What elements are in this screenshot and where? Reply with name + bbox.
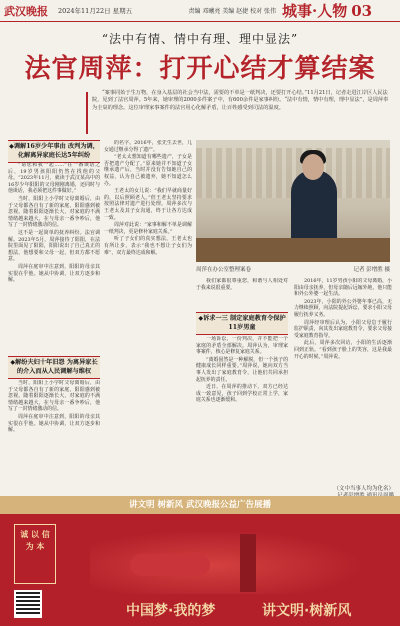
paragraph: 2023年，小阳的外公外婆年事已高，无力继续照顾，向法院提起诉讼，要求小阳父母履行抚养义务。 bbox=[294, 298, 392, 318]
paragraph: 周萍经审理后认为，小阳父母怠于履行监护职责，向其发出家庭教育令，要求父母接受家庭教育指导。 bbox=[294, 319, 392, 339]
public-service-ad bbox=[0, 496, 400, 626]
masthead bbox=[0, 0, 400, 22]
article-column-1 bbox=[8, 162, 100, 352]
integrity-logo: 诚 以 信 为 本 bbox=[14, 524, 56, 584]
paragraph: 这不是一起简单的抚养纠纷。法官调解。2023年5月，周萍接待了阳阳，在法院里面见了阳阳，阳阳说出了自己真正的想法，他想要和父母一起，但双方都不愿意。 bbox=[8, 229, 100, 263]
article-kicker: “法中有情、情中有理、理中显法” bbox=[101, 32, 299, 46]
paragraph: 2016年，11岁男孩小阳的父母离婚，小阳由母亲抚养，但母亲随后远嫁外地，他只能和外公外婆一起生活。 bbox=[294, 278, 392, 298]
ad-illustration bbox=[90, 524, 390, 594]
paragraph: “离婚固然是一种解脱，但一个孩子的健康成长同样重要。”周萍说，她向双方当事人发出了家庭教育令，让他们共同承担起抚养的责任。 bbox=[196, 356, 288, 383]
tower-graphic bbox=[240, 534, 256, 592]
section-title: 城事·人物 bbox=[282, 2, 348, 20]
page-number: 03 bbox=[351, 1, 373, 20]
paragraph: 当时，阳阳上小学时父母离婚后，由于父母都各自有了新的家庭，阳阳感到被忽视。随着阳阳逐渐长大，对家庭的不满情绪越来越大，在与母亲一番争吵后，他写了一封情绪激动的信。 bbox=[8, 380, 100, 413]
ad-slogan-right: 讲文明·树新风 bbox=[262, 603, 352, 619]
article-column-1b bbox=[8, 380, 100, 490]
newspaper-logo: 武汉晚报 bbox=[4, 4, 48, 18]
subhead-3: ◆诉求一三 制定家庭教育令保护11岁男童 bbox=[196, 312, 288, 335]
ad-banner-title: 讲文明 树新风 武汉晚报公益广告展播 bbox=[0, 496, 400, 514]
paragraph: 当时，阳阳上小学时父母离婚后，由于父母都各自有了新的家庭，阳阳感到被忽视。随着阳阳逐渐长大，对家庭的不满情绪越来越大，在与母亲一番争吵后，他写了一封情绪激动的信。 bbox=[8, 195, 100, 229]
qr-code-icon[interactable] bbox=[14, 590, 42, 618]
paragraph: 周萍在庭审中注意到，阳阳的母亲其实很在乎他。她从中协调，让双方逐步和解。 bbox=[8, 413, 100, 434]
paragraph: 此后，周萍多次回访，小阳的生活逐渐回到正轨。“看到孩子脸上的笑容，这是我最开心的时候。”周萍说。 bbox=[294, 340, 392, 360]
photo-credit: 记者 彭增胜 摄 bbox=[353, 267, 390, 273]
cloud-graphic bbox=[130, 554, 210, 576]
article-column-4 bbox=[294, 278, 392, 482]
subhead-2: ◆解纷夫妇十年旧怨 为离异家长的介入而从人民调解与维权 bbox=[8, 356, 100, 379]
ad-slogan-left: 中国梦·我的梦 bbox=[126, 603, 216, 619]
issue-date: 2024年11月22日 星期五 bbox=[58, 7, 133, 15]
article-credit: （文中当事人均为化名） bbox=[333, 486, 394, 492]
paragraph: 周萍在庭审中注意到，阳阳的母亲其实很在乎他。她从中协调，让双方逐步和解。 bbox=[8, 263, 100, 284]
subhead-1: ◆调解16岁少年事由 改判为调，化解离异家庭长达5年纠纷 bbox=[8, 140, 100, 163]
photo-caption-text: 周萍在办公室整理案卷 bbox=[196, 267, 252, 273]
paragraph: 周萍对此说：“家事和解不单是调解一纸判决，更是修补家庭关系。” bbox=[104, 222, 192, 235]
paragraph: 近日，在周萍的推动下，双方已经达成一致意见，孩子回到学校正常上学，家庭关系也逐渐缓和。 bbox=[196, 384, 288, 404]
person-head bbox=[302, 154, 324, 180]
paragraph: 听了子女们的真实想法，王老太也有所让步，表示“我也不想让子女们为难”，双方最终达成和解。 bbox=[104, 236, 192, 256]
article-column-3a bbox=[196, 278, 288, 308]
paragraph: 一场诉讼，一份判决，并不能把一个家庭的矛盾全部解决。周萍认为，审理家事案件，核心是修复家庭关系。 bbox=[196, 336, 288, 356]
photo-caption bbox=[196, 265, 390, 273]
desk-graphic bbox=[196, 238, 390, 262]
paragraph: 王老太的女儿说：“我们早就商量好的，以后照顾老人。”但王老太坚持要求按照法律对遗产进行处理。周萍多次与王老太及其子女沟通，终于让各方达成一致。 bbox=[104, 188, 192, 221]
editor-credits: 责编 邓曦亮 美编 赵捷 校对 张伟 bbox=[188, 8, 276, 15]
paragraph: 我们家都很尊重您，和谐与人相处对于我来说很重要。 bbox=[196, 278, 288, 291]
paragraph: 的名字。2016年，张先生去世，儿女通过继承分得了遗产。 bbox=[104, 140, 192, 153]
article-headline: 法官周萍：打开心结才算结案 bbox=[24, 54, 376, 84]
paragraph: “老太太想知道有哪些遗产，子女是否把遗产分配了。”原来她并不知道子女继承遗产后，当时并没有告知她自己的权益，认为自己被遗弃，她不知道怎么办。 bbox=[104, 154, 192, 187]
article-column-2 bbox=[104, 140, 192, 490]
article-column-3 bbox=[196, 336, 288, 490]
paragraph: “请您和我一起……”在一番谈话之后，19岁男孩阳阳仍然在找他的父母。“2023年11月，就读于武汉某高中的16岁少年阳阳的父母刚刚离婚，还同时与他谈话，我必须把这件事做好。” bbox=[8, 162, 100, 195]
judge-photo bbox=[196, 140, 390, 262]
lead-accent-bar bbox=[86, 92, 88, 134]
article-lead: “案事同始于生万物，在身入基层的社会当中法，需要的不单是一纸判决，还要打开心结。”11月21日，记者走进江岸区人民法院，见到了法官周萍。5年来，她审理的2000多件案子中，有600余件是家事纠纷。“法中有情，情中有理，理中显法”，是周萍奉为圭臬的理念。这位审理家事案件的法官用心化解矛盾，让百姓感受到司法的温度。 bbox=[92, 90, 389, 111]
